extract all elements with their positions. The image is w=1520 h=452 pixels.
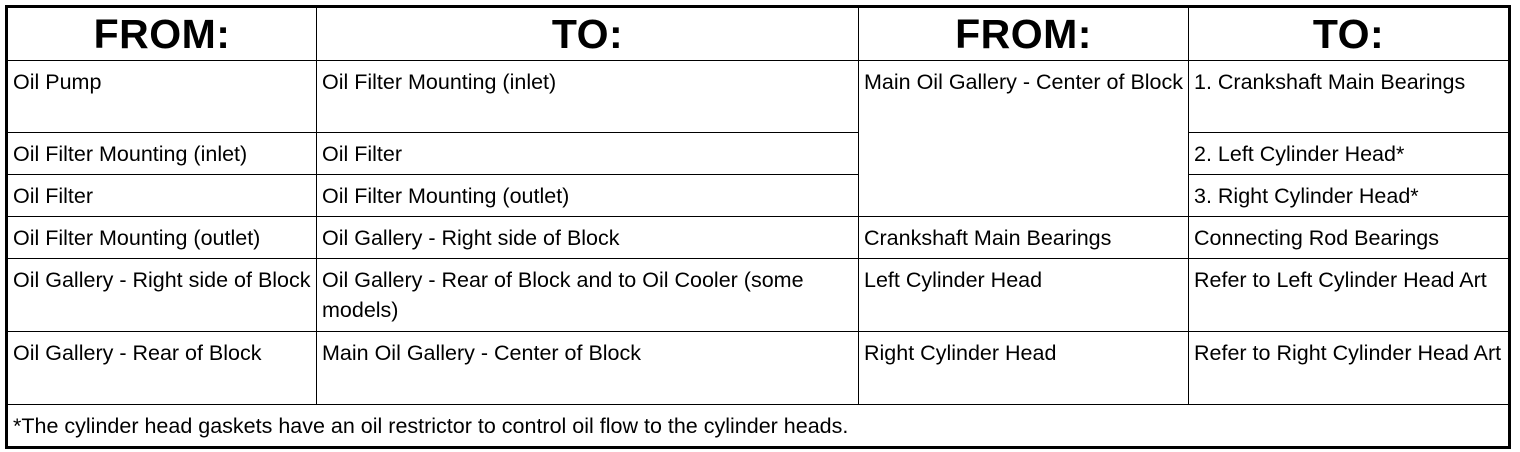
to-cell-2: 2. Left Cylinder Head* [1189, 133, 1510, 175]
from-cell-2: Right Cylinder Head [859, 332, 1189, 405]
to-cell-2: Refer to Right Cylinder Head Art [1189, 332, 1510, 405]
to-cell: Oil Filter Mounting (inlet) [317, 61, 859, 133]
to-cell: Oil Filter [317, 133, 859, 175]
to-cell: Oil Filter Mounting (outlet) [317, 175, 859, 217]
table-row [7, 133, 1510, 175]
header-from-1: FROM: [7, 7, 317, 61]
from-cell: Oil Filter [7, 175, 317, 217]
from-cell: Oil Filter Mounting (inlet) [7, 133, 317, 175]
to-cell-2: Refer to Left Cylinder Head Art [1189, 259, 1510, 332]
table-row [7, 332, 1510, 405]
from-cell: Oil Pump [7, 61, 317, 133]
to-cell: Oil Gallery - Rear of Block and to Oil Cooler (some models) [317, 259, 859, 332]
from-cell: Oil Gallery - Right side of Block [7, 259, 317, 332]
table-row [7, 175, 1510, 217]
footnote-row [7, 405, 1510, 448]
footnote: *The cylinder head gaskets have an oil restrictor to control oil flow to the cylinder heads. [7, 405, 1510, 448]
to-cell-2: 1. Crankshaft Main Bearings [1189, 61, 1510, 133]
from-cell: Oil Gallery - Rear of Block [7, 332, 317, 405]
from-cell-2: Left Cylinder Head [859, 259, 1189, 332]
to-cell: Oil Gallery - Right side of Block [317, 217, 859, 259]
to-cell-2: 3. Right Cylinder Head* [1189, 175, 1510, 217]
from-cell: Oil Filter Mounting (outlet) [7, 217, 317, 259]
table-row [7, 61, 1510, 133]
to-cell: Main Oil Gallery - Center of Block [317, 332, 859, 405]
table-row [7, 217, 1510, 259]
header-to-2: TO: [1189, 7, 1510, 61]
to-cell-2: Connecting Rod Bearings [1189, 217, 1510, 259]
header-from-2: FROM: [859, 7, 1189, 61]
from-cell-2: Crankshaft Main Bearings [859, 217, 1189, 259]
header-to-1: TO: [317, 7, 859, 61]
oil-flow-table [5, 5, 1511, 449]
from-cell-2: Main Oil Gallery - Center of Block [859, 61, 1189, 217]
header-row [7, 7, 1510, 61]
table-row [7, 259, 1510, 332]
